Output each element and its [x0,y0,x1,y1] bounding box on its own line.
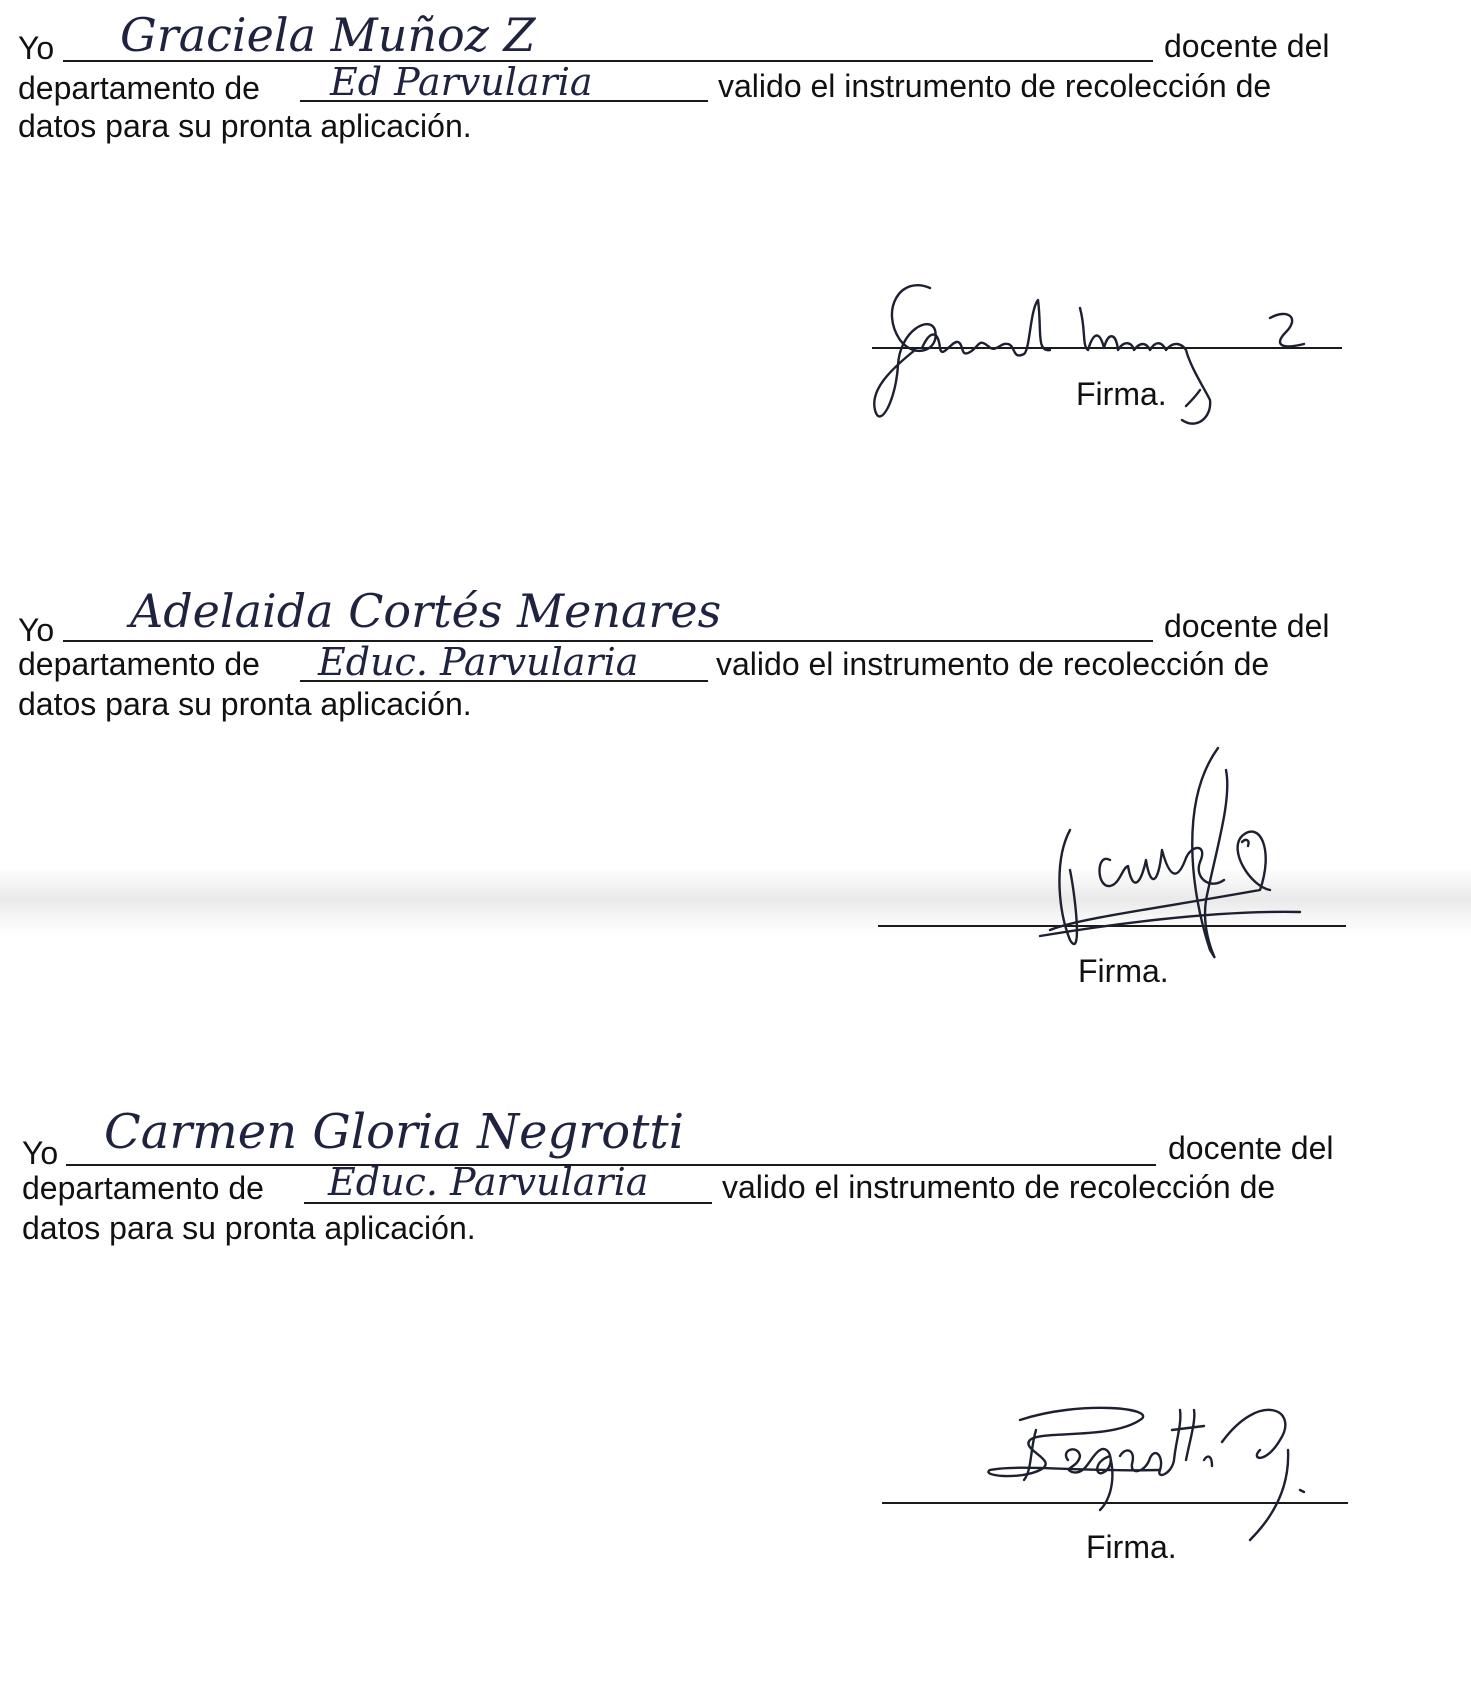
valido-label: valido el instrumento de recolección de [716,646,1270,682]
docente-label: docente del [1164,28,1330,64]
datos-label: datos para su pronta aplicación. [18,686,472,722]
handwritten-department: Educ. Parvularia [318,640,639,684]
handwritten-name: Adelaida Cortés Menares [130,584,722,638]
firma-label: Firma. [1078,953,1169,989]
handwritten-name: Carmen Gloria Negrotti [104,1104,685,1160]
firma-label: Firma. [1086,1529,1177,1565]
docente-label: docente del [1168,1130,1334,1166]
handwritten-name: Graciela Muñoz Z [120,8,536,62]
yo-label: Yo [18,612,55,648]
yo-label: Yo [18,30,55,66]
departamento-label: departamento de [18,70,260,106]
docente-label: docente del [1164,608,1330,644]
datos-label: datos para su pronta aplicación. [22,1210,476,1246]
departamento-label: departamento de [18,646,260,682]
valido-label: valido el instrumento de recolección de [718,68,1272,104]
yo-label: Yo [22,1135,59,1171]
handwritten-department: Ed Parvularia [330,60,593,104]
datos-label: datos para su pronta aplicación. [18,108,472,144]
firma-label: Firma. [1076,376,1167,412]
handwritten-department: Educ. Parvularia [328,1160,649,1204]
valido-label: valido el instrumento de recolección de [722,1169,1276,1205]
departamento-label: departamento de [22,1170,264,1206]
signature-1 [860,270,1340,440]
